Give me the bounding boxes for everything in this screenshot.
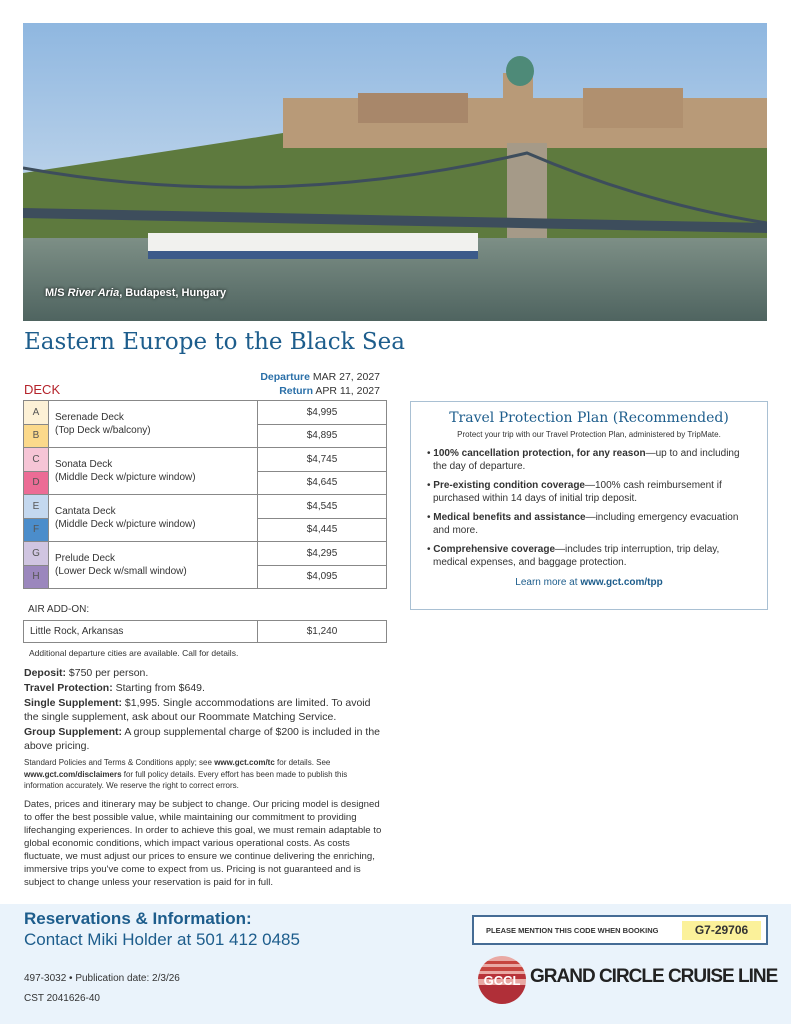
single-supplement: Single Supplement: $1,995. Single accommodations are limited. To avoid the single supplement, ask about our Roommate Matching Service. xyxy=(24,697,371,723)
table-row xyxy=(24,401,387,425)
table-row xyxy=(24,448,387,472)
air-addon-table xyxy=(23,620,387,643)
cabin-code: F xyxy=(24,518,49,542)
tpp-learn-more: Learn more at www.gct.com/tpp xyxy=(515,577,663,588)
gccl-logo-icon xyxy=(476,955,528,1005)
deck-name: Serenade Deck (Top Deck w/balcony) xyxy=(49,401,258,448)
booking-code-box xyxy=(472,915,768,945)
cabin-price: $4,745 xyxy=(258,448,387,472)
cabin-code: D xyxy=(24,471,49,495)
travel-protection: Travel Protection: Starting from $649. xyxy=(24,682,205,694)
tpp-item: • Comprehensive coverage—includes trip interruption, trip delay, medical expenses, and baggage protection. xyxy=(427,544,720,568)
cabin-code: H xyxy=(24,565,49,589)
tpp-list xyxy=(425,447,753,569)
cst-number: CST 2041626-40 xyxy=(24,993,100,1004)
tpp-item: • Pre-existing condition coverage—100% cash reimbursement if purchased within 14 days of initial trip deposit. xyxy=(427,480,722,504)
deck-pricing-table xyxy=(23,400,387,589)
page-title: Eastern Europe to the Black Sea xyxy=(24,329,405,355)
cabin-price: $4,095 xyxy=(258,565,387,589)
tpp-subtitle: Protect your trip with our Travel Protection Plan, administered by TripMate. xyxy=(457,430,721,439)
tpp-item: • 100% cancellation protection, for any reason—up to and including the day of departure. xyxy=(427,448,740,472)
contact-line: Contact Miki Holder at 501 412 0485 xyxy=(24,930,300,949)
deck-name: Cantata Deck (Middle Deck w/picture window) xyxy=(49,495,258,542)
cabin-code: G xyxy=(24,542,49,566)
table-row xyxy=(24,621,387,643)
cabin-code: C xyxy=(24,448,49,472)
tc-link[interactable]: www.gct.com/tc xyxy=(214,758,275,767)
deck-name: Sonata Deck (Middle Deck w/picture window) xyxy=(49,448,258,495)
air-addon-label: AIR ADD-ON: xyxy=(28,604,90,615)
cabin-price: $4,545 xyxy=(258,495,387,519)
pricing-note: Dates, prices and itinerary may be subject to change. Our pricing model is designed to offer the best possible value, while maintaining our commitment to providing lifechanging experiences. In order to achieve this goal, we must remain adaptable to global economic conditions, which impact various operational costs. As costs fluctuate, we must adjust our prices to ensure we continue delivering the enriching, immersive trips you've come to expect from us. Pricing is not guaranteed and is subject to change unless your reservation is paid for in full. xyxy=(24,798,382,888)
policy-text: Standard Policies and Terms & Conditions apply; see www.gct.com/tc for details. See www.gct.com/disclaimers for full policy details. Every effort has been made to publish this information accurately. We reserve the right to correct errors. xyxy=(24,758,348,790)
booking-code: G7-29706 xyxy=(682,921,761,940)
deck-heading: DECK xyxy=(24,382,61,397)
deposit: Deposit: $750 per person. xyxy=(24,667,149,679)
photo-caption: M/S River Aria, Budapest, Hungary xyxy=(45,287,227,299)
travel-protection-box xyxy=(410,401,768,610)
cabin-price: $4,645 xyxy=(258,471,387,495)
svg-text:GCCL: GCCL xyxy=(483,973,521,988)
terms-section xyxy=(24,666,384,890)
cabin-price: $4,895 xyxy=(258,424,387,448)
cabin-code: E xyxy=(24,495,49,519)
cabin-price: $4,295 xyxy=(258,542,387,566)
cabin-code: A xyxy=(24,401,49,425)
air-note: Additional departure cities are available. Call for details. xyxy=(29,648,239,658)
booking-code-label: PLEASE MENTION THIS CODE WHEN BOOKING xyxy=(486,926,659,935)
tpp-title: Travel Protection Plan (Recommended) xyxy=(449,410,729,426)
group-supplement: Group Supplement: A group supplemental charge of $200 is included in the above pricing. xyxy=(24,726,381,752)
tpp-item: • Medical benefits and assistance—including emergency evacuation and more. xyxy=(427,512,739,536)
hero-photo xyxy=(23,23,767,321)
cabin-price: $4,445 xyxy=(258,518,387,542)
cabin-code: B xyxy=(24,424,49,448)
trip-dates: Departure MAR 27, 2027 Return APR 11, 2027 xyxy=(260,371,380,397)
disclaimers-link[interactable]: www.gct.com/disclaimers xyxy=(24,769,122,779)
publication-info: 497-3032 • Publication date: 2/3/26 xyxy=(24,973,180,984)
reservations-heading: Reservations & Information: xyxy=(24,909,252,928)
air-price: $1,240 xyxy=(258,621,387,643)
cabin-price: $4,995 xyxy=(258,401,387,425)
air-city: Little Rock, Arkansas xyxy=(24,621,258,643)
table-row xyxy=(24,542,387,566)
table-row xyxy=(24,495,387,519)
deck-name: Prelude Deck (Lower Deck w/small window) xyxy=(49,542,258,589)
brand-logo-text: GRAND CIRCLE CRUISE LINE xyxy=(530,966,778,987)
tpp-link[interactable]: www.gct.com/tpp xyxy=(580,577,663,588)
